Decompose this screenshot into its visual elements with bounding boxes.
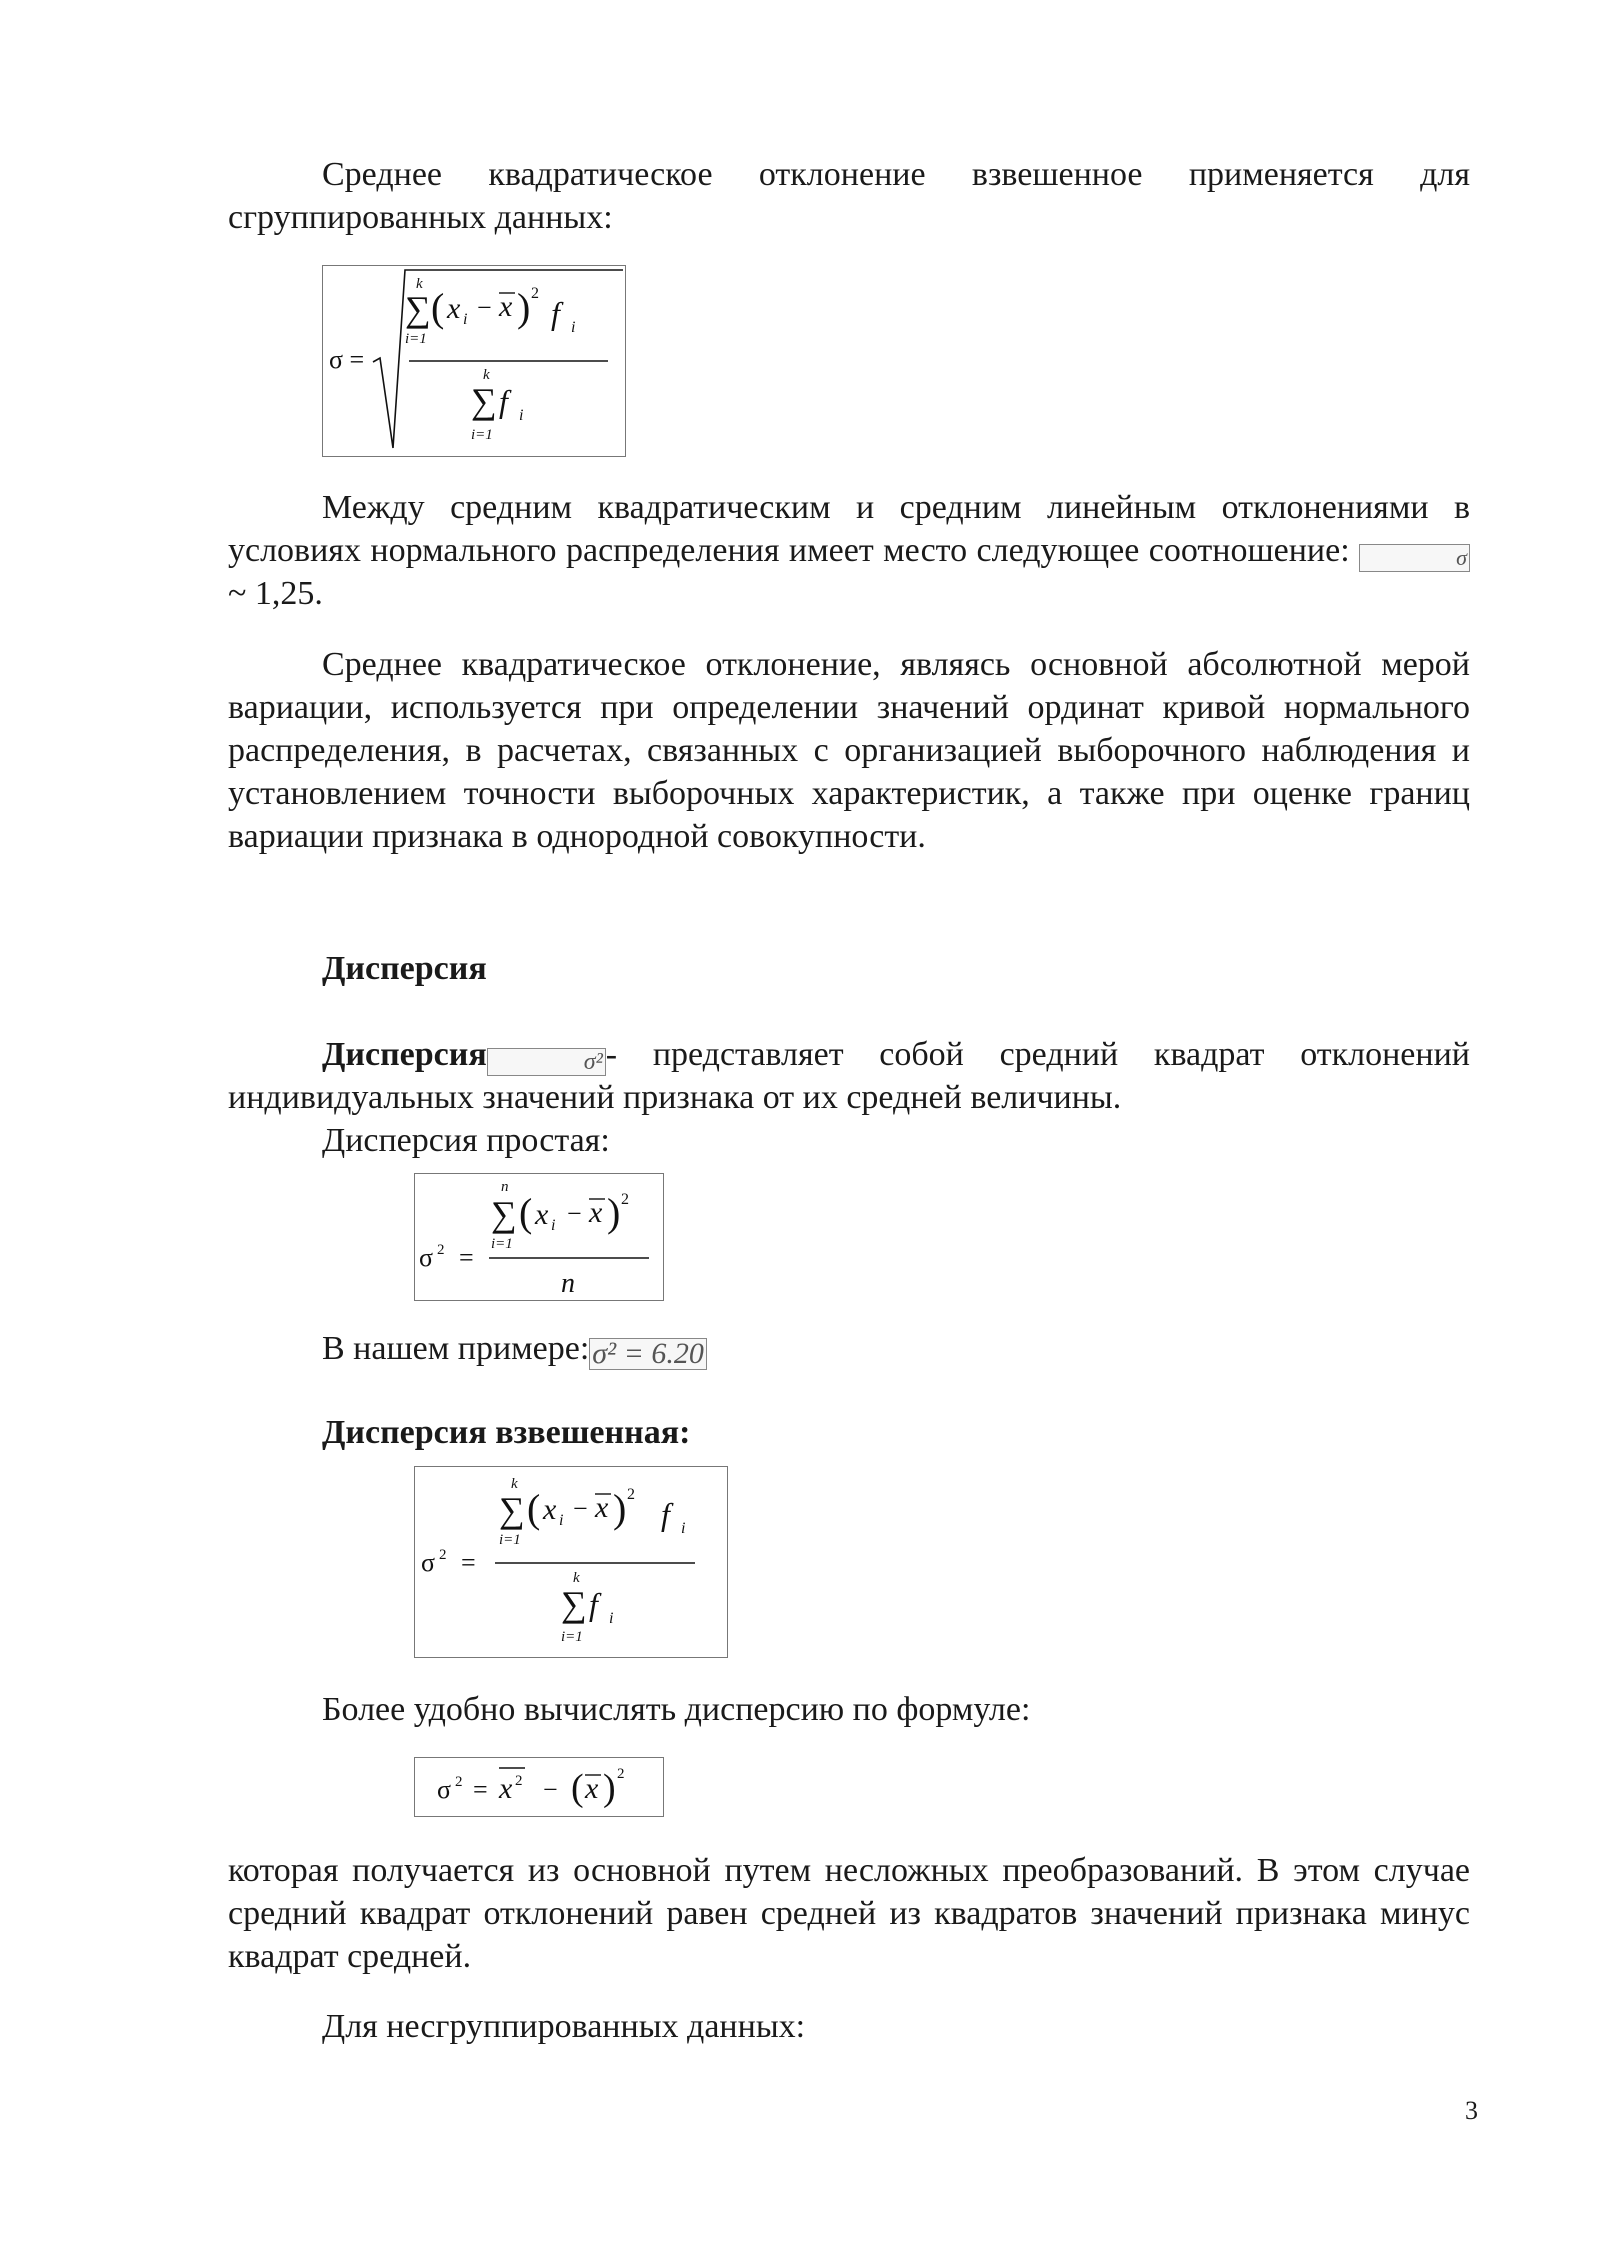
formula-simple-variance bbox=[414, 1173, 664, 1301]
label-convenient-formula: Более удобно вычислять дисперсию по формуле: bbox=[322, 1691, 1031, 1728]
svg-text:∑: ∑ bbox=[561, 1584, 587, 1624]
svg-text:(: ( bbox=[519, 1190, 533, 1235]
svg-text:2: 2 bbox=[439, 1547, 447, 1563]
paragraph-sd-ratio: Между средним квадратическим и средним линейным отклонениями в условиях нормального распределения имеет место следующее соотношение: σ ~ 1,25. bbox=[228, 489, 1470, 612]
svg-text:k: k bbox=[573, 1570, 580, 1586]
formula-sigma-squared: σ² bbox=[487, 1048, 606, 1076]
svg-text:n: n bbox=[501, 1179, 509, 1195]
svg-text:2: 2 bbox=[437, 1242, 445, 1258]
svg-text:∑: ∑ bbox=[405, 289, 431, 329]
svg-text:x: x bbox=[447, 292, 461, 325]
svg-text:x: x bbox=[535, 1198, 549, 1231]
svg-text:−: − bbox=[567, 1199, 582, 1228]
paragraph-weighted-sd-intro: Среднее квадратическое отклонение взвешенное применяется для сгруппированных данных: bbox=[228, 156, 1470, 236]
svg-text:σ: σ bbox=[419, 1243, 434, 1272]
svg-text:σ =: σ = bbox=[329, 345, 365, 374]
svg-text:∑: ∑ bbox=[471, 381, 497, 421]
svg-text:): ) bbox=[603, 1767, 616, 1809]
svg-text:i=1: i=1 bbox=[561, 1629, 583, 1645]
svg-text:k: k bbox=[416, 276, 423, 292]
formula-sigma-ratio: σ bbox=[1359, 544, 1470, 572]
svg-text:n: n bbox=[561, 1268, 575, 1299]
svg-text:): ) bbox=[607, 1190, 621, 1235]
svg-text:i: i bbox=[681, 1520, 686, 1537]
svg-text:2: 2 bbox=[531, 285, 539, 302]
paragraph-shortcut-explanation: которая получается из основной путем несложных преобразований. В этом случае средний квадрат отклонений равен средней из квадратов значений признака минус квадрат средней. bbox=[228, 1852, 1470, 1975]
svg-text:f: f bbox=[589, 1586, 598, 1622]
svg-text:x: x bbox=[595, 1491, 609, 1524]
svg-text:(: ( bbox=[527, 1486, 541, 1531]
svg-text:x: x bbox=[499, 1772, 513, 1805]
label-ungrouped-data: Для несгруппированных данных: bbox=[322, 2008, 806, 2045]
svg-text:=: = bbox=[459, 1243, 474, 1272]
svg-text:i=1: i=1 bbox=[491, 1236, 513, 1252]
svg-text:2: 2 bbox=[621, 1191, 629, 1208]
paragraph-sd-usage: Среднее квадратическое отклонение, являясь основной абсолютной мерой вариации, используется при определении значений ординат кривой нормального распределения, в расчетах, связанных с организацией выборочного наблюдения и установлением точности выборочных характеристик, а также при оценке границ вариации признака в однородной совокупности. bbox=[228, 646, 1470, 855]
svg-text:x: x bbox=[499, 290, 513, 323]
svg-text:i: i bbox=[559, 1512, 564, 1529]
svg-text:x: x bbox=[585, 1772, 599, 1805]
label-weighted-dispersion: Дисперсия взвешенная: bbox=[322, 1414, 691, 1451]
formula-example-value: σ² = 6.20 bbox=[589, 1338, 707, 1370]
svg-text:f: f bbox=[499, 383, 508, 419]
section-heading-dispersion: Дисперсия bbox=[322, 950, 487, 987]
svg-text:∑: ∑ bbox=[491, 1194, 517, 1234]
svg-text:σ: σ bbox=[421, 1548, 436, 1577]
svg-text:x: x bbox=[543, 1493, 557, 1526]
svg-text:k: k bbox=[511, 1476, 518, 1492]
svg-text:f: f bbox=[661, 1496, 670, 1532]
svg-text:x: x bbox=[589, 1196, 603, 1229]
svg-text:i=1: i=1 bbox=[471, 427, 493, 443]
page-number: 3 bbox=[1465, 2096, 1478, 2125]
svg-text:i: i bbox=[609, 1610, 614, 1627]
svg-text:k: k bbox=[483, 367, 490, 383]
svg-text:2: 2 bbox=[617, 1766, 625, 1782]
svg-text:i: i bbox=[519, 407, 524, 424]
svg-text:∑: ∑ bbox=[499, 1490, 525, 1530]
svg-text:i=1: i=1 bbox=[499, 1532, 521, 1548]
formula-weighted-std-deviation bbox=[322, 265, 626, 457]
svg-text:2: 2 bbox=[627, 1486, 635, 1503]
svg-text:i=1: i=1 bbox=[405, 331, 427, 347]
svg-text:): ) bbox=[613, 1486, 627, 1531]
svg-text:f: f bbox=[551, 295, 560, 331]
svg-text:2: 2 bbox=[515, 1773, 523, 1789]
svg-text:i: i bbox=[551, 1217, 556, 1234]
svg-text:=: = bbox=[473, 1775, 488, 1804]
svg-text:=: = bbox=[461, 1548, 476, 1577]
svg-text:−: − bbox=[477, 293, 492, 322]
svg-text:(: ( bbox=[431, 285, 445, 330]
svg-text:): ) bbox=[517, 285, 531, 330]
svg-text:(: ( bbox=[571, 1767, 584, 1809]
label-example: В нашем примере: σ² = 6.20 bbox=[322, 1327, 707, 1370]
svg-text:i: i bbox=[463, 311, 468, 328]
label-simple-dispersion: Дисперсия простая: bbox=[322, 1122, 610, 1159]
svg-text:−: − bbox=[543, 1775, 558, 1804]
svg-text:2: 2 bbox=[455, 1774, 463, 1790]
svg-text:σ: σ bbox=[437, 1775, 452, 1804]
paragraph-dispersion-definition: Дисперсия σ²- представляет собой средний квадрат отклонений индивидуальных значений признака от их средней величины. bbox=[228, 1036, 1470, 1116]
formula-variance-shortcut bbox=[414, 1757, 664, 1817]
svg-text:−: − bbox=[573, 1494, 588, 1523]
svg-text:i: i bbox=[571, 319, 576, 336]
formula-weighted-variance bbox=[414, 1466, 728, 1658]
